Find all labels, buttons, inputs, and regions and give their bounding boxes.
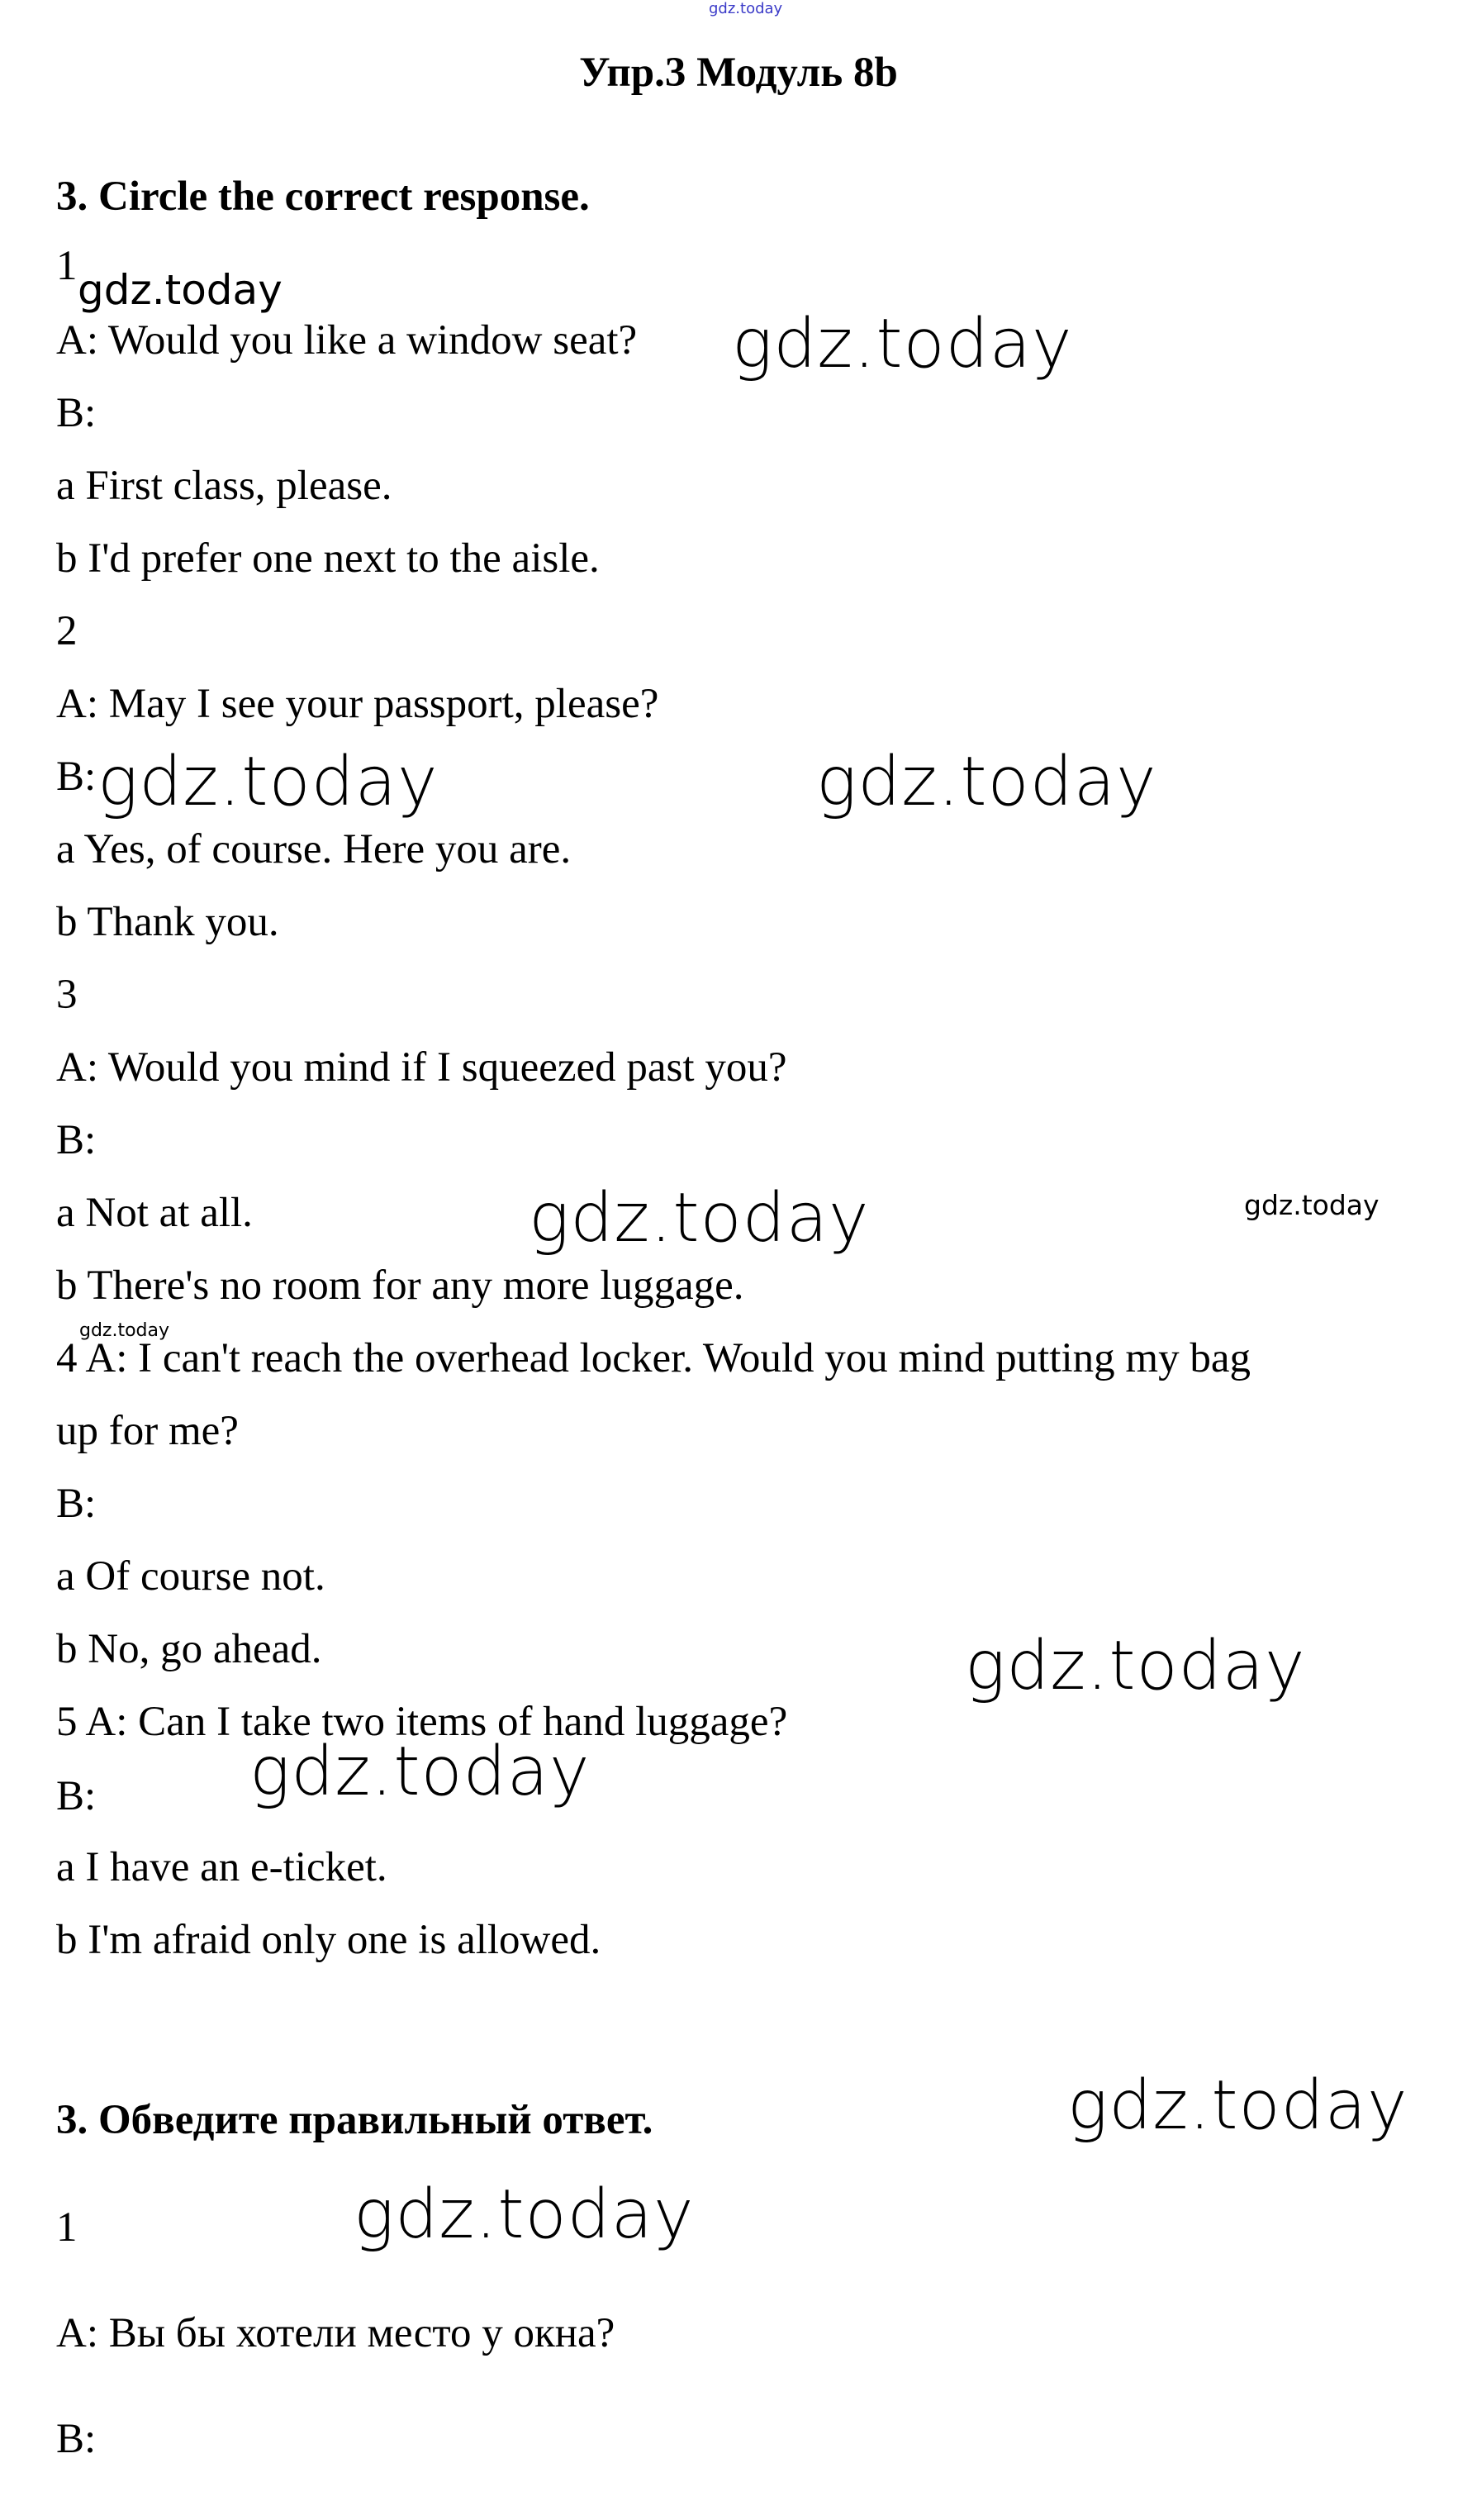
- ru-item-1-response-label: B:: [56, 2416, 97, 2462]
- item-2-option-a: a Yes, of course. Here you are.: [56, 826, 572, 872]
- item-5-option-b: b I'm afraid only one is allowed.: [56, 1917, 601, 1963]
- watermark: gdz.today: [78, 266, 283, 314]
- item-2-option-b: b Thank you.: [56, 899, 279, 945]
- watermark: gdz.today: [354, 2175, 695, 2254]
- watermark: gdz.today: [965, 1627, 1306, 1705]
- page-title: Упр.3 Модуль 8b: [579, 50, 898, 96]
- item-4-response-label: B:: [56, 1481, 97, 1527]
- item-number-2: 2: [56, 608, 78, 654]
- watermark: gdz.today: [1067, 2066, 1408, 2145]
- item-5-option-a: a I have an e-ticket.: [56, 1844, 387, 1890]
- item-4-question: 4 A: I can't reach the overhead locker. Would you mind putting my bag: [56, 1335, 1251, 1381]
- item-4-option-b: b No, go ahead.: [56, 1626, 322, 1672]
- item-1-option-a: a First class, please.: [56, 463, 392, 509]
- watermark: gdz.today: [97, 743, 439, 821]
- item-5-question: 5 A: Can I take two items of hand luggage?: [56, 1699, 788, 1745]
- item-2-question: A: May I see your passport, please?: [56, 681, 659, 727]
- watermark: gdz.today: [249, 1733, 591, 1811]
- item-3-response-label: B:: [56, 1117, 97, 1163]
- item-1-question: A: Would you like a window seat?: [56, 317, 638, 364]
- watermark: gdz.today: [1244, 1189, 1380, 1221]
- watermark-top: gdz.today: [709, 0, 783, 17]
- item-1-option-b: b I'd prefer one next to the aisle.: [56, 535, 600, 582]
- item-3-option-b: b There's no room for any more luggage.: [56, 1262, 744, 1309]
- item-number-1: 1: [56, 243, 78, 289]
- ru-item-1-question: A: Вы бы хотели место у окна?: [56, 2310, 615, 2356]
- item-5-response-label: B:: [56, 1773, 97, 1819]
- ru-item-number-1: 1: [56, 2204, 78, 2251]
- item-3-option-a: a Not at all.: [56, 1190, 253, 1236]
- item-4-question-cont: up for me?: [56, 1408, 239, 1454]
- item-4-option-a: a Of course not.: [56, 1553, 325, 1600]
- exercise-heading: 3. Circle the correct response.: [56, 174, 590, 220]
- watermark: gdz.today: [732, 305, 1073, 383]
- item-3-question: A: Would you mind if I squeezed past you?: [56, 1044, 787, 1091]
- watermark: gdz.today: [529, 1179, 870, 1258]
- item-2-response-label: B:: [56, 754, 97, 800]
- watermark: gdz.today: [816, 743, 1157, 821]
- item-number-3: 3: [56, 972, 78, 1018]
- exercise-heading-ru: 3. Обведите правильный ответ.: [56, 2097, 653, 2143]
- watermark: gdz.today: [79, 1320, 170, 1341]
- item-1-response-label: B:: [56, 390, 97, 436]
